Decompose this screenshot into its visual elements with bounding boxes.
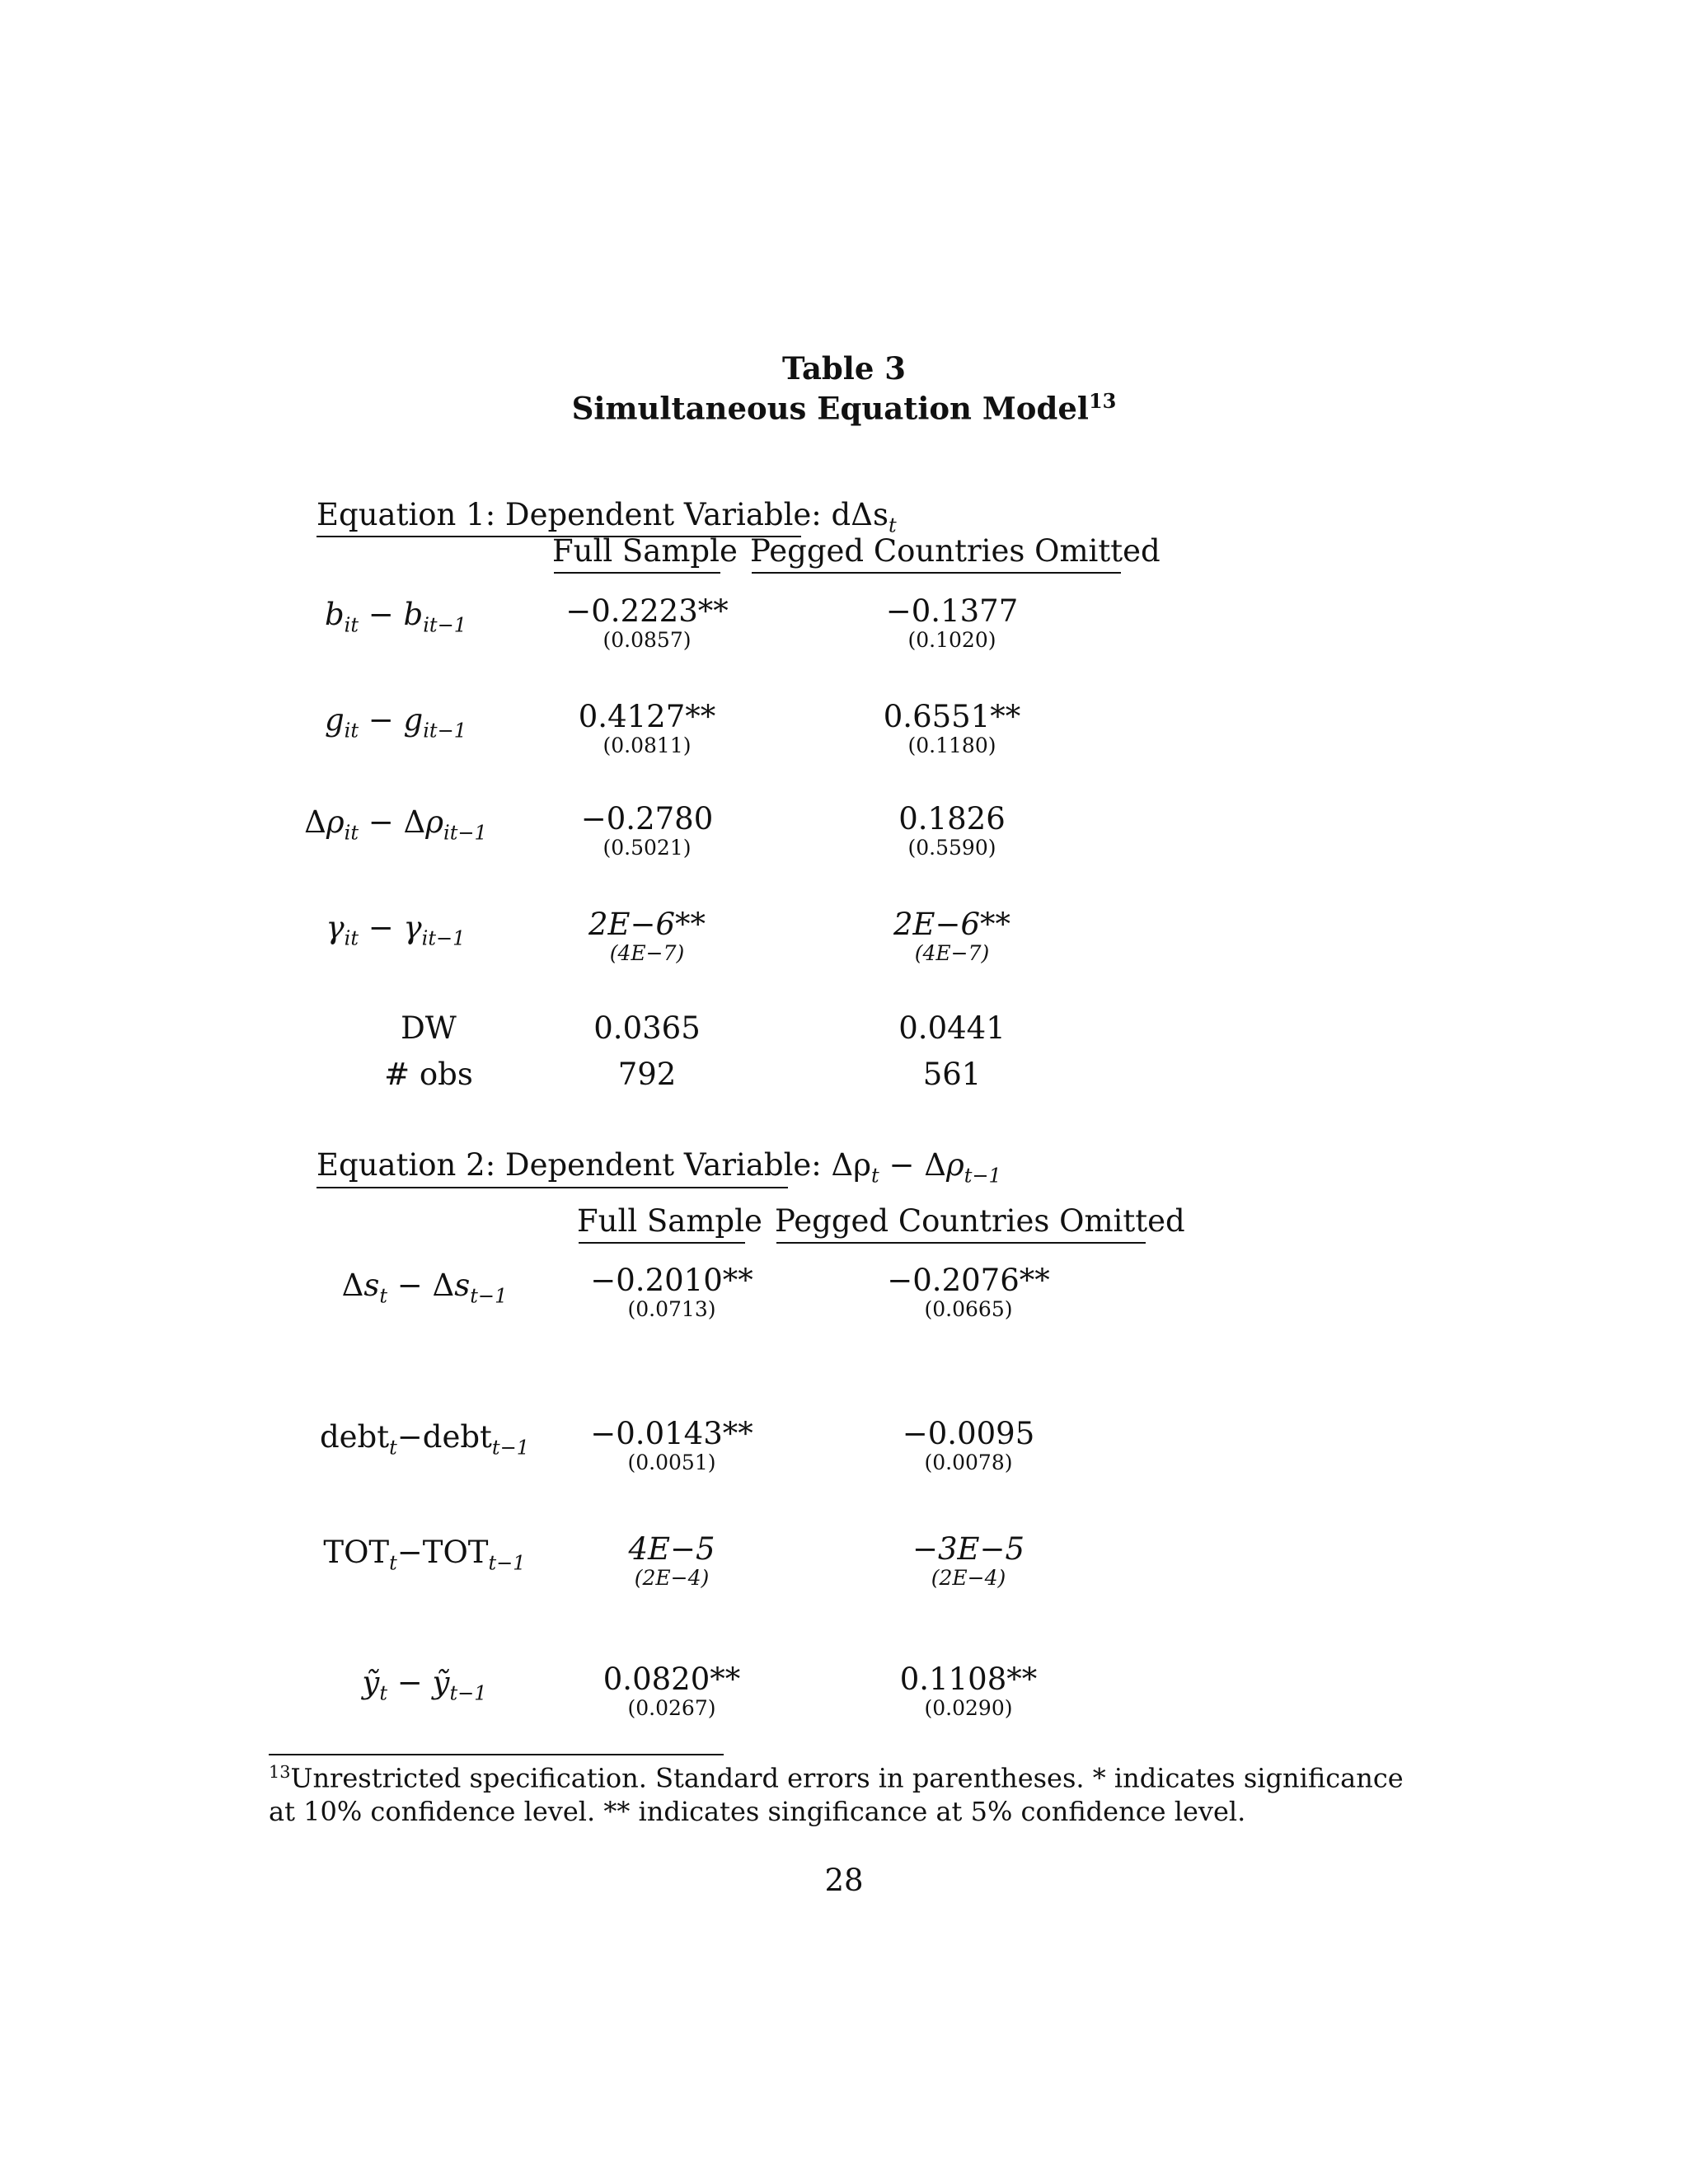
eq2-r3-pegged: −3E−5 — [912, 1531, 1025, 1567]
eq1-dw-full: 0.0365 — [593, 1010, 701, 1046]
equation2-heading-underline — [316, 1187, 788, 1188]
title-footnote-mark: 13 — [1088, 389, 1117, 413]
eq2-r3-full: 4E−5 — [628, 1531, 715, 1567]
eq1-r4-pegged-se: (4E−7) — [914, 941, 990, 965]
equation2-heading: Equation 2: Dependent Variable: $\Delta\rho_t - \Delta\rho_{t-1}$ — [316, 1147, 1001, 1188]
eq1-obs-full: 792 — [617, 1057, 677, 1092]
eq1-dw-label: DW — [401, 1010, 457, 1046]
eq2-col-full-sample: Full Sample — [577, 1203, 762, 1239]
eq2-r2-pegged-se: (0.0078) — [924, 1451, 1013, 1474]
footnote — [269, 1755, 1406, 1828]
eq2-r2-full: −0.0143** — [590, 1416, 753, 1451]
eq1-col-pegged-underline — [752, 572, 1121, 574]
eq1-col-pegged: Pegged Countries Omitted — [750, 533, 1160, 569]
eq2-col-pegged-underline — [776, 1242, 1146, 1244]
eq2-r4-full: 0.0820** — [603, 1661, 741, 1697]
eq2-row-label-y: ỹ$_t$ − ỹ$_{t-1}$ — [362, 1665, 487, 1705]
eq2-r2-pegged: −0.0095 — [902, 1416, 1035, 1451]
eq1-r1-pegged: −0.1377 — [885, 593, 1019, 629]
eq1-col-full-sample: Full Sample — [552, 533, 738, 569]
eq1-r1-full: −0.2223** — [565, 593, 729, 629]
eq2-r1-pegged-se: (0.0665) — [924, 1297, 1013, 1321]
eq1-r2-full: 0.4127** — [578, 699, 716, 734]
eq2-r4-full-se: (0.0267) — [627, 1696, 716, 1720]
eq1-obs-label: # obs — [384, 1057, 473, 1092]
eq1-row-label-b: $b_{it} - b_{it-1}$ — [324, 597, 467, 637]
eq2-col-full-underline — [579, 1242, 745, 1244]
eq1-obs-pegged: 561 — [922, 1057, 982, 1092]
eq2-r4-pegged: 0.1108** — [899, 1661, 1038, 1697]
eq1-col-full-underline — [554, 572, 720, 574]
eq1-r4-full-se: (4E−7) — [609, 941, 685, 965]
footnote-text: Unrestricted specification. Standard errors in parentheses. * indicates significance at 10% confidence level. ** indicates singificance at 5% confidence level. — [269, 1762, 1404, 1827]
eq2-row-label-s: $\Delta s_t - \Delta s_{t-1}$ — [341, 1268, 508, 1308]
eq1-r3-full-se: (0.5021) — [603, 836, 692, 860]
table-number: Table 3 — [781, 350, 907, 387]
eq1-row-label-gamma: $\gamma_{it} - \gamma_{it-1}$ — [326, 910, 466, 950]
eq1-row-label-rho: $\Delta\rho_{it} - \Delta\rho_{it-1}$ — [304, 804, 487, 845]
eq2-col-pegged: Pegged Countries Omitted — [775, 1203, 1185, 1239]
eq2-r1-pegged: −0.2076** — [887, 1263, 1050, 1298]
eq1-r2-pegged: 0.6551** — [883, 699, 1021, 734]
eq2-r3-full-se: (2E−4) — [634, 1566, 710, 1590]
eq1-r2-full-se: (0.0811) — [603, 733, 692, 757]
eq1-r1-full-se: (0.0857) — [603, 628, 692, 652]
eq1-r1-pegged-se: (0.1020) — [907, 628, 996, 652]
eq1-r2-pegged-se: (0.1180) — [907, 733, 996, 757]
eq2-r3-pegged-se: (2E−4) — [931, 1566, 1006, 1590]
eq2-row-label-tot: $TOT_t-TOT_{t-1}$ — [323, 1535, 526, 1575]
footnote-mark: 13 — [269, 1762, 291, 1782]
eq1-r3-full: −0.2780 — [580, 801, 714, 837]
eq1-r3-pegged: 0.1826 — [898, 801, 1006, 837]
eq2-r4-pegged-se: (0.0290) — [924, 1696, 1013, 1720]
eq1-dw-pegged: 0.0441 — [898, 1010, 1006, 1046]
eq1-r3-pegged-se: (0.5590) — [907, 836, 996, 860]
eq2-row-label-debt: debt$_t$−debt$_{t-1}$ — [319, 1419, 530, 1460]
eq1-row-label-g: $g_{it} - g_{it-1}$ — [324, 702, 467, 743]
eq2-r1-full: −0.2010** — [590, 1263, 753, 1298]
page-number: 28 — [824, 1863, 864, 1898]
eq2-r2-full-se: (0.0051) — [627, 1451, 716, 1474]
eq2-r1-full-se: (0.0713) — [627, 1297, 716, 1321]
eq1-r4-full: 2E−6** — [588, 907, 706, 942]
table-title: Simultaneous Equation Model$^{13}$ — [571, 389, 1117, 427]
equation1-heading: Equation 1: Dependent Variable: dΔs$_t$ — [316, 497, 897, 537]
eq1-r4-pegged: 2E−6** — [893, 907, 1011, 942]
